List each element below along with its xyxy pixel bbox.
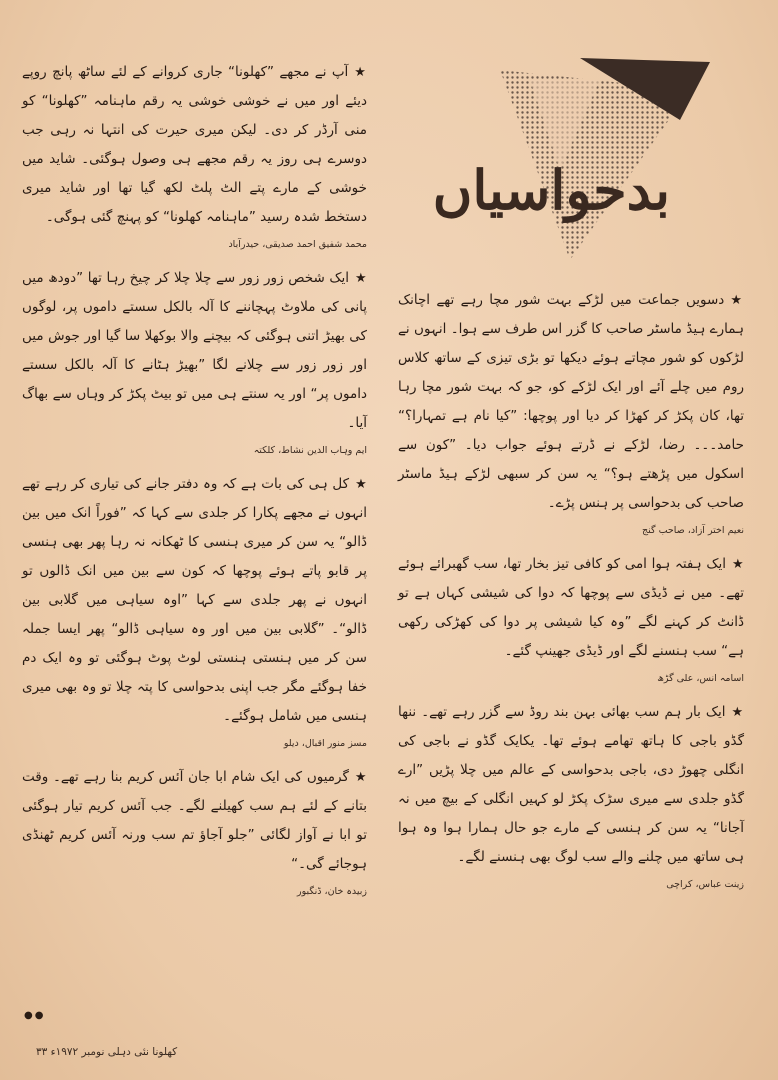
star-icon: ★ [355,271,368,286]
star-icon: ★ [730,293,745,308]
anecdote [22,470,367,755]
anecdote-text: دسویں جماعت میں لڑکے بہت شور مچا رہے تھے اچانک ہمارے ہیڈ ماسٹر صاحب کا گزر اس طرف سے ہوا۔ انہوں نے لڑکوں کو شور مچاتے ہوئے دیکھا تو بڑی تیزی کے ساتھ کلاس روم میں چلے آئے اور ایک لڑکے کو، جو کہ بہت شور مچا رہا تھا، کان پکڑ کر کھڑا کر دیا اور پوچھا: ”کیا نام ہے تمہارا؟“ حامد۔۔۔ رضا، لڑکے نے ڈرتے ہوئے جواب دیا۔ ”کون سے اسکول میں پڑھتے ہو؟“ یہ سن کر سبھی لڑکے ہیڈ ماسٹر صاحب کی بدحواسی پر ہنس پڑے۔ [398,292,744,511]
anecdote-credit: مسز منور اقبال، دیلو [283,738,367,749]
anecdote-credit: اسامہ انس، علی گڑھ [657,673,744,684]
anecdote-credit: زبیدہ خان، ڈنگبور [297,886,367,897]
anecdote-credit: ایم وہاب الدین نشاط، کلکتہ [253,445,367,456]
anecdote-text: کل ہی کی بات ہے کہ وہ دفتر جانے کی تیاری کر رہے تھے انہوں نے مجھے پکارا کر جلدی سے کہا کہ ”فوراً انک میں بین ڈالو“ یہ سن کر میری ہنسی کا ٹھکانہ نہ رہا پھر بھی ہنسی پر قابو پاتے ہوئے پوچھا کہ کون سے بین میں انک ڈالوں تو انہوں نے پھر جلدی سے کہا ”اوہ سیاہی میں گلابی بین ڈالو“۔ ”گلابی بین میں اور وہ سیاہی ڈالو“ پھر ایسا جملہ سن کر میں ہنستی ہنستی لوٹ پوٹ ہوگئی تو وہ ایک دم خفا ہوگئے مگر جب اپنی بدحواسی کا پتہ چلا تو وہ بھی میری ہنسی میں شامل ہوگئے۔ [22,476,367,724]
anecdote-text: گرمیوں کی ایک شام ابا جان آئس کریم بنا رہے تھے۔ وقت بتانے کے لئے ہم سب کھیلنے لگے۔ جب آئس کریم تیار ہوگئی تو ابا نے آواز لگائی ”جلو آجاؤ تم سب ورنہ آئس کریم ٹھنڈی ہوجائے گی۔“ [22,769,367,872]
star-icon: ★ [355,477,368,492]
anecdote [398,698,744,896]
anecdote [398,286,744,542]
anecdote-text: ایک ہفتہ ہوا امی کو کافی تیز بخار تھا، سب گھبرائے ہوئے تھے۔ میں نے ڈیڈی سے پوچھا کہ دوا کی شیشی کہاں ہے تو ڈانٹ کر کہنے لگے ”وہ کیا شیشی پر دوا کی کھڑکی رکھی ہے“ سب ہنسنے لگے اور ڈیڈی جھینپ گئے۔ [398,556,744,659]
left-column [22,58,367,911]
anecdote [398,550,744,690]
right-column [398,286,744,904]
star-icon: ★ [731,557,745,572]
anecdote-credit: نعیم اختر آزاد، صاحب گنج [642,525,744,536]
anecdote-text: ایک بار ہم سب بھائی بہن بند روڈ سے گزر رہے تھے۔ ننھا گڈو باجی کا ہاتھ تھامے ہوئے تھا۔ یکایک گڈو نے باجی کی انگلی چھوڑ دی، باجی بدحواسی کے عالم میں چلا پڑیں ”ارے گڈو جلدی سے میری سڑک پکڑ لو کہیں انگلی کے بیچ میں نہ آجانا“ یہ سن کر ہنسی کے مارے جو حال ہمارا ہوا وہ ہوا ہی ساتھ میں چلنے والے سب لوگ بھی ہنسنے لگے۔ [398,704,744,865]
anecdote-text: آپ نے مجھے ”کھلونا“ جاری کروانے کے لئے ساٹھ پانچ روپے دیئے اور میں نے خوشی خوشی یہ رقم ماہنامہ ”کھلونا“ کو منی آرڈر کر دی۔ لیکن میری حیرت کی انتہا نہ رہی جب دوسرے ہی روز یہ رقم مجھے ہی وصول ہوگئی۔ شاید میں خوشی کے مارے پتے الٹ پلٹ لکھ گیا تھا اور شاید میری دستخط شدہ رسید ”ماہنامہ کھلونا“ کو پہنچ گئی ہوگی۔ [22,64,367,225]
star-icon: ★ [354,65,368,80]
anecdote-credit: زینت عباس، کراچی [666,879,744,890]
anecdote-text: ایک شخص زور زور سے چلا چلا کر چیخ رہا تھا ”دودھ میں پانی کی ملاوٹ پہچاننے کا آلہ بالکل سستے داموں پر، لوگوں کی بھیڑ اتنی ہوگئی کہ بیچنے والا بوکھلا سا گیا اور جوش میں اور زور زور سے چلانے لگا ”بھیڑ ہٹانے کا آلہ بالکل سستے داموں پر“ اور یہ سنتے ہی میں تو بیٹ پکڑ کر وہاں سے بھاگ آیا۔ [22,270,367,431]
anecdote-credit: محمد شفیق احمد صدیقی، حیدرآباد [228,239,367,250]
page-footer: کھلونا نئی دہلی نومبر ۱۹۷۲ء ۳۳ [36,1046,178,1058]
page-title: بدحواسیاں [432,158,670,222]
anecdote [22,264,367,462]
star-icon: ★ [354,770,367,785]
anecdote [22,58,367,256]
anecdote [22,763,367,903]
decorative-dots: ●● [24,1010,46,1021]
star-icon: ★ [731,705,744,720]
